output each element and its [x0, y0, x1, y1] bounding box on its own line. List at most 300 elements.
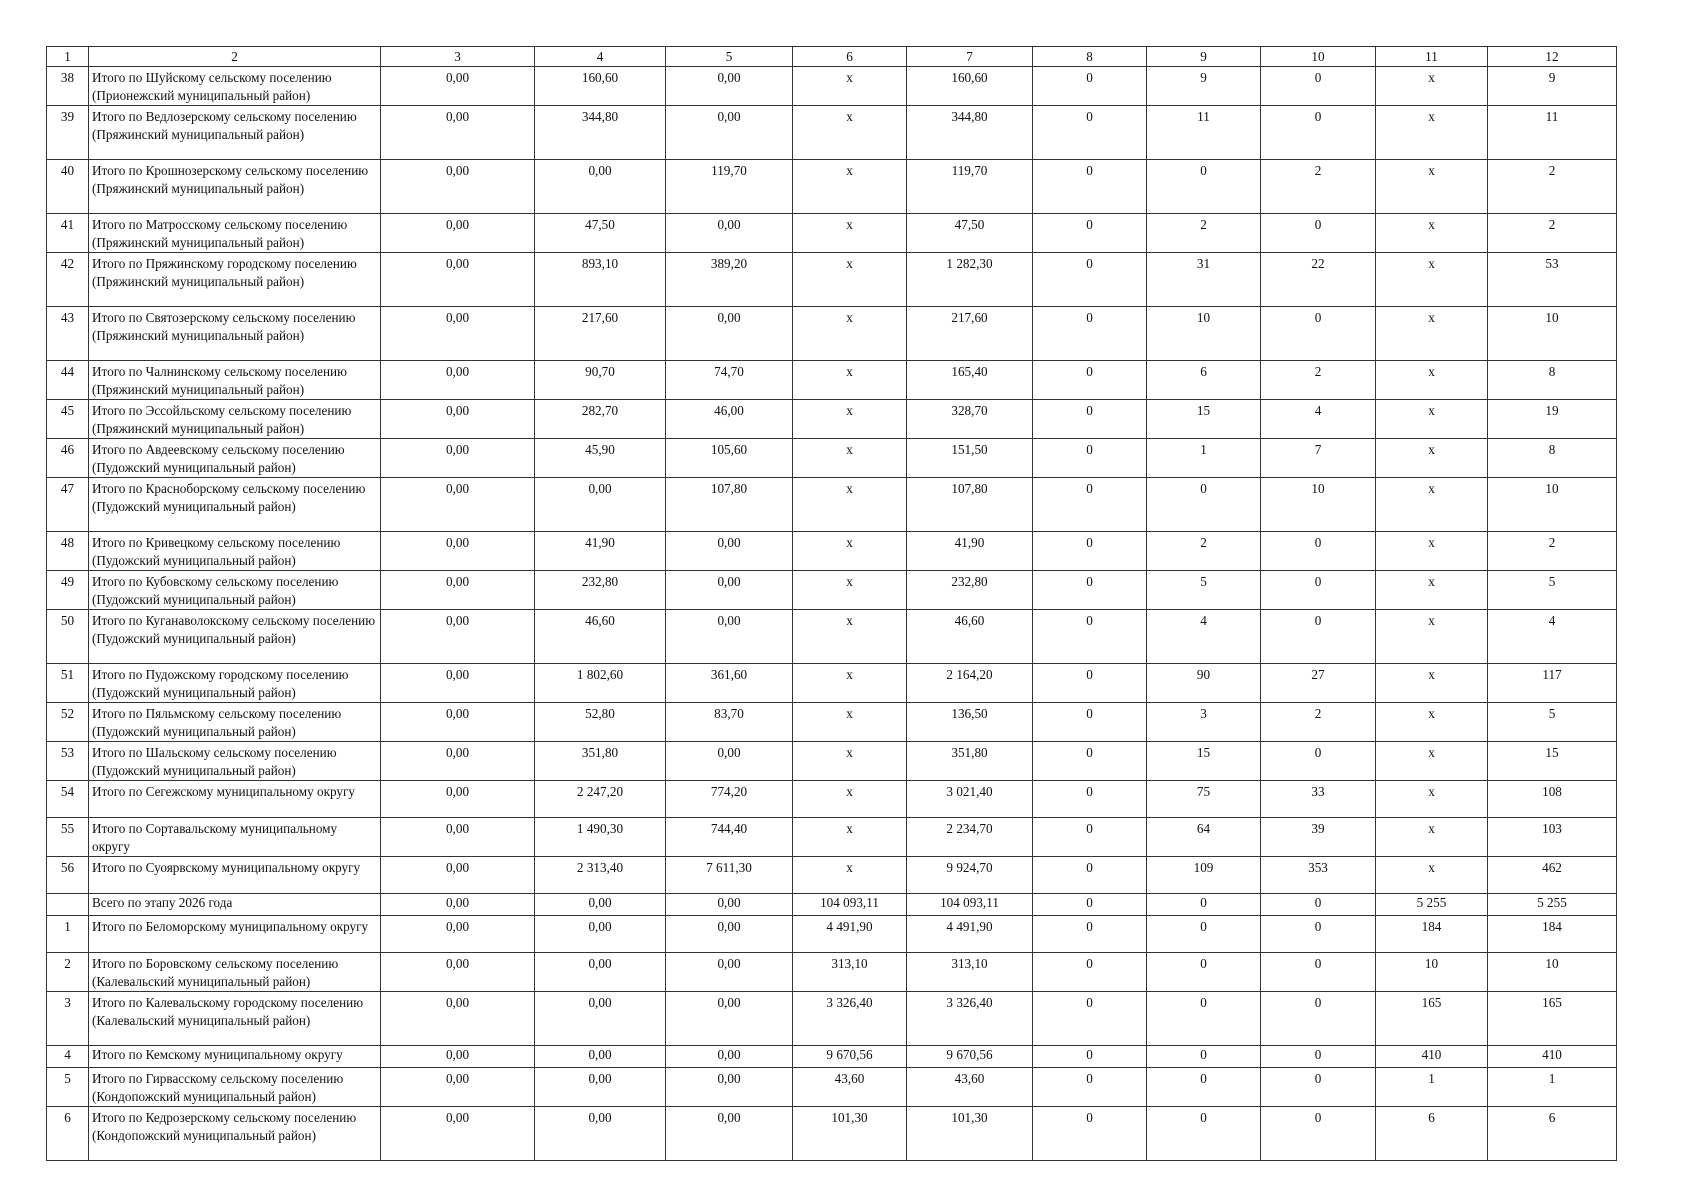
col-3-value: 0,00	[381, 400, 535, 439]
col-8-value: 0	[1033, 992, 1147, 1046]
col-4-value: 1 490,30	[535, 818, 666, 857]
col-9-value: 90	[1147, 664, 1261, 703]
col-7-value: 107,80	[907, 478, 1033, 532]
col-5-value: 83,70	[666, 703, 793, 742]
col-12-value: 103	[1488, 818, 1617, 857]
col-9-value: 5	[1147, 571, 1261, 610]
col-11-value: х	[1376, 571, 1488, 610]
col-12-value: 2	[1488, 532, 1617, 571]
col-5-value: 0,00	[666, 1107, 793, 1161]
col-6-value: х	[793, 664, 907, 703]
row-name: Итого по Кемскому муниципальному округу	[89, 1046, 381, 1068]
col-9-value: 0	[1147, 1107, 1261, 1161]
col-9-value: 0	[1147, 953, 1261, 992]
col-12-value: 10	[1488, 307, 1617, 361]
table-row	[47, 253, 1617, 307]
col-3-value: 0,00	[381, 916, 535, 953]
col-5-value: 0,00	[666, 571, 793, 610]
col-9-value: 9	[1147, 67, 1261, 106]
col-6-value: х	[793, 532, 907, 571]
col-10-value: 2	[1261, 361, 1376, 400]
col-8-value: 0	[1033, 742, 1147, 781]
col-5-value: 0,00	[666, 106, 793, 160]
col-9-value: 64	[1147, 818, 1261, 857]
col-6-value: 104 093,11	[793, 894, 907, 916]
col-10-value: 353	[1261, 857, 1376, 894]
col-5-value: 744,40	[666, 818, 793, 857]
col-12-value: 165	[1488, 992, 1617, 1046]
col-7-value: 104 093,11	[907, 894, 1033, 916]
col-8-value: 0	[1033, 478, 1147, 532]
col-6-value: х	[793, 307, 907, 361]
row-number: 52	[47, 703, 89, 742]
col-3-value: 0,00	[381, 106, 535, 160]
table-row	[47, 571, 1617, 610]
col-5-value: 107,80	[666, 478, 793, 532]
col-7-value: 3 326,40	[907, 992, 1033, 1046]
col-8-value: 0	[1033, 214, 1147, 253]
row-number: 48	[47, 532, 89, 571]
col-6-value: х	[793, 478, 907, 532]
col-8-value: 0	[1033, 253, 1147, 307]
col-11-value: 5 255	[1376, 894, 1488, 916]
col-9-value: 31	[1147, 253, 1261, 307]
table-row	[47, 818, 1617, 857]
column-header: 1	[47, 47, 89, 67]
col-3-value: 0,00	[381, 742, 535, 781]
col-10-value: 0	[1261, 106, 1376, 160]
row-number: 2	[47, 953, 89, 992]
col-8-value: 0	[1033, 1068, 1147, 1107]
table-row	[47, 781, 1617, 818]
col-9-value: 15	[1147, 742, 1261, 781]
row-number: 39	[47, 106, 89, 160]
row-name: Итого по Суоярвскому муниципальному округу	[89, 857, 381, 894]
col-4-value: 0,00	[535, 992, 666, 1046]
col-4-value: 41,90	[535, 532, 666, 571]
col-3-value: 0,00	[381, 361, 535, 400]
col-4-value: 0,00	[535, 1046, 666, 1068]
row-number: 51	[47, 664, 89, 703]
col-10-value: 0	[1261, 916, 1376, 953]
col-8-value: 0	[1033, 532, 1147, 571]
col-12-value: 462	[1488, 857, 1617, 894]
column-header: 6	[793, 47, 907, 67]
col-3-value: 0,00	[381, 160, 535, 214]
col-7-value: 2 234,70	[907, 818, 1033, 857]
col-3-value: 0,00	[381, 1107, 535, 1161]
col-10-value: 0	[1261, 610, 1376, 664]
row-name: Итого по Эссойльскому сельскому поселению (Пряжинский муниципальный район)	[89, 400, 381, 439]
row-number: 3	[47, 992, 89, 1046]
col-11-value: х	[1376, 439, 1488, 478]
table-body	[47, 67, 1617, 1161]
table-row	[47, 67, 1617, 106]
col-12-value: 2	[1488, 214, 1617, 253]
row-number: 56	[47, 857, 89, 894]
col-10-value: 39	[1261, 818, 1376, 857]
col-5-value: 0,00	[666, 916, 793, 953]
col-6-value: х	[793, 818, 907, 857]
col-9-value: 0	[1147, 1046, 1261, 1068]
col-4-value: 282,70	[535, 400, 666, 439]
col-5-value: 389,20	[666, 253, 793, 307]
col-6-value: 9 670,56	[793, 1046, 907, 1068]
document-page	[46, 46, 1616, 1161]
row-number: 40	[47, 160, 89, 214]
col-4-value: 0,00	[535, 478, 666, 532]
col-6-value: х	[793, 214, 907, 253]
col-3-value: 0,00	[381, 781, 535, 818]
col-8-value: 0	[1033, 1046, 1147, 1068]
row-number	[47, 894, 89, 916]
col-3-value: 0,00	[381, 532, 535, 571]
col-10-value: 0	[1261, 894, 1376, 916]
table-row	[47, 1068, 1617, 1107]
col-4-value: 45,90	[535, 439, 666, 478]
col-4-value: 0,00	[535, 1068, 666, 1107]
column-header: 2	[89, 47, 381, 67]
col-10-value: 27	[1261, 664, 1376, 703]
col-4-value: 52,80	[535, 703, 666, 742]
col-10-value: 4	[1261, 400, 1376, 439]
col-3-value: 0,00	[381, 703, 535, 742]
col-5-value: 105,60	[666, 439, 793, 478]
col-9-value: 2	[1147, 532, 1261, 571]
col-11-value: х	[1376, 532, 1488, 571]
col-3-value: 0,00	[381, 992, 535, 1046]
row-name: Итого по Авдеевскому сельскому поселению (Пудожский муниципальный район)	[89, 439, 381, 478]
row-name: Итого по Кривецкому сельскому поселению (Пудожский муниципальный район)	[89, 532, 381, 571]
col-4-value: 0,00	[535, 953, 666, 992]
col-12-value: 8	[1488, 361, 1617, 400]
col-5-value: 0,00	[666, 67, 793, 106]
table-row	[47, 1107, 1617, 1161]
data-table	[46, 46, 1617, 1161]
col-7-value: 165,40	[907, 361, 1033, 400]
col-7-value: 313,10	[907, 953, 1033, 992]
row-name: Итого по Кубовскому сельскому поселению (Пудожский муниципальный район)	[89, 571, 381, 610]
col-12-value: 10	[1488, 953, 1617, 992]
col-9-value: 11	[1147, 106, 1261, 160]
col-12-value: 5	[1488, 703, 1617, 742]
col-3-value: 0,00	[381, 307, 535, 361]
table-row	[47, 106, 1617, 160]
row-number: 5	[47, 1068, 89, 1107]
row-name: Итого по Святозерскому сельскому поселению (Пряжинский муниципальный район)	[89, 307, 381, 361]
col-10-value: 22	[1261, 253, 1376, 307]
col-9-value: 0	[1147, 992, 1261, 1046]
col-10-value: 0	[1261, 307, 1376, 361]
col-11-value: х	[1376, 253, 1488, 307]
col-10-value: 0	[1261, 214, 1376, 253]
col-11-value: х	[1376, 818, 1488, 857]
col-9-value: 75	[1147, 781, 1261, 818]
col-3-value: 0,00	[381, 1046, 535, 1068]
col-12-value: 9	[1488, 67, 1617, 106]
row-number: 45	[47, 400, 89, 439]
col-9-value: 6	[1147, 361, 1261, 400]
col-8-value: 0	[1033, 400, 1147, 439]
col-10-value: 10	[1261, 478, 1376, 532]
col-10-value: 7	[1261, 439, 1376, 478]
col-6-value: 101,30	[793, 1107, 907, 1161]
col-6-value: 3 326,40	[793, 992, 907, 1046]
col-11-value: 10	[1376, 953, 1488, 992]
col-5-value: 774,20	[666, 781, 793, 818]
col-7-value: 43,60	[907, 1068, 1033, 1107]
col-6-value: х	[793, 610, 907, 664]
row-number: 4	[47, 1046, 89, 1068]
col-10-value: 0	[1261, 1068, 1376, 1107]
col-10-value: 0	[1261, 953, 1376, 992]
col-9-value: 15	[1147, 400, 1261, 439]
col-4-value: 0,00	[535, 916, 666, 953]
col-3-value: 0,00	[381, 953, 535, 992]
col-4-value: 232,80	[535, 571, 666, 610]
col-12-value: 5	[1488, 571, 1617, 610]
row-name: Итого по Куганаволокскому сельскому поселению (Пудожский муниципальный район)	[89, 610, 381, 664]
row-number: 49	[47, 571, 89, 610]
col-7-value: 41,90	[907, 532, 1033, 571]
col-11-value: х	[1376, 781, 1488, 818]
col-10-value: 0	[1261, 532, 1376, 571]
col-11-value: 1	[1376, 1068, 1488, 1107]
row-name: Итого по Беломорскому муниципальному округу	[89, 916, 381, 953]
col-9-value: 4	[1147, 610, 1261, 664]
col-4-value: 893,10	[535, 253, 666, 307]
col-5-value: 74,70	[666, 361, 793, 400]
col-6-value: х	[793, 106, 907, 160]
col-11-value: х	[1376, 400, 1488, 439]
row-name: Итого по Калевальскому городскому поселению (Калевальский муниципальный район)	[89, 992, 381, 1046]
col-7-value: 4 491,90	[907, 916, 1033, 953]
col-9-value: 2	[1147, 214, 1261, 253]
column-header: 11	[1376, 47, 1488, 67]
row-number: 50	[47, 610, 89, 664]
col-4-value: 2 247,20	[535, 781, 666, 818]
col-9-value: 0	[1147, 894, 1261, 916]
col-12-value: 11	[1488, 106, 1617, 160]
col-7-value: 136,50	[907, 703, 1033, 742]
col-10-value: 0	[1261, 1107, 1376, 1161]
col-7-value: 3 021,40	[907, 781, 1033, 818]
header-row	[47, 47, 1617, 67]
col-9-value: 0	[1147, 478, 1261, 532]
col-9-value: 3	[1147, 703, 1261, 742]
col-5-value: 0,00	[666, 610, 793, 664]
row-number: 53	[47, 742, 89, 781]
col-6-value: х	[793, 439, 907, 478]
col-8-value: 0	[1033, 106, 1147, 160]
col-11-value: 165	[1376, 992, 1488, 1046]
col-11-value: х	[1376, 664, 1488, 703]
row-name: Итого по Красноборскому сельскому поселению (Пудожский муниципальный район)	[89, 478, 381, 532]
col-6-value: 4 491,90	[793, 916, 907, 953]
col-8-value: 0	[1033, 67, 1147, 106]
row-number: 41	[47, 214, 89, 253]
col-3-value: 0,00	[381, 818, 535, 857]
row-number: 46	[47, 439, 89, 478]
table-row	[47, 742, 1617, 781]
row-name: Итого по Крошнозерскому сельскому поселению (Пряжинский муниципальный район)	[89, 160, 381, 214]
col-3-value: 0,00	[381, 857, 535, 894]
col-11-value: х	[1376, 214, 1488, 253]
col-9-value: 0	[1147, 1068, 1261, 1107]
col-8-value: 0	[1033, 953, 1147, 992]
col-6-value: х	[793, 361, 907, 400]
col-12-value: 184	[1488, 916, 1617, 953]
row-number: 1	[47, 916, 89, 953]
table-row	[47, 214, 1617, 253]
row-name: Итого по Пудожскому городскому поселению (Пудожский муниципальный район)	[89, 664, 381, 703]
row-name: Итого по Гирвасскому сельскому поселению (Кондопожский муниципальный район)	[89, 1068, 381, 1107]
row-number: 55	[47, 818, 89, 857]
col-11-value: х	[1376, 610, 1488, 664]
col-10-value: 0	[1261, 571, 1376, 610]
col-7-value: 9 924,70	[907, 857, 1033, 894]
table-row	[47, 894, 1617, 916]
col-7-value: 232,80	[907, 571, 1033, 610]
table-row	[47, 916, 1617, 953]
col-7-value: 1 282,30	[907, 253, 1033, 307]
col-5-value: 0,00	[666, 953, 793, 992]
col-8-value: 0	[1033, 160, 1147, 214]
row-name: Итого по Шуйскому сельскому поселению (Прионежский муниципальный район)	[89, 67, 381, 106]
col-3-value: 0,00	[381, 664, 535, 703]
col-5-value: 0,00	[666, 532, 793, 571]
col-8-value: 0	[1033, 894, 1147, 916]
col-9-value: 109	[1147, 857, 1261, 894]
table-row	[47, 703, 1617, 742]
row-number: 43	[47, 307, 89, 361]
col-12-value: 6	[1488, 1107, 1617, 1161]
col-9-value: 0	[1147, 160, 1261, 214]
col-11-value: х	[1376, 106, 1488, 160]
col-6-value: х	[793, 571, 907, 610]
row-name: Итого по Чалнинскому сельскому поселению (Пряжинский муниципальный район)	[89, 361, 381, 400]
table-row	[47, 361, 1617, 400]
column-header: 4	[535, 47, 666, 67]
col-11-value: х	[1376, 361, 1488, 400]
col-4-value: 46,60	[535, 610, 666, 664]
row-number: 38	[47, 67, 89, 106]
col-4-value: 2 313,40	[535, 857, 666, 894]
row-name: Итого по Сегежскому муниципальному округу	[89, 781, 381, 818]
col-3-value: 0,00	[381, 894, 535, 916]
col-6-value: х	[793, 703, 907, 742]
col-3-value: 0,00	[381, 1068, 535, 1107]
col-11-value: х	[1376, 857, 1488, 894]
col-11-value: 184	[1376, 916, 1488, 953]
col-11-value: х	[1376, 307, 1488, 361]
column-header: 8	[1033, 47, 1147, 67]
col-11-value: х	[1376, 742, 1488, 781]
col-5-value: 0,00	[666, 214, 793, 253]
table-row	[47, 992, 1617, 1046]
row-name: Итого по Сортавальскому муниципальному округу	[89, 818, 381, 857]
col-8-value: 0	[1033, 664, 1147, 703]
col-4-value: 217,60	[535, 307, 666, 361]
col-5-value: 0,00	[666, 1046, 793, 1068]
col-7-value: 9 670,56	[907, 1046, 1033, 1068]
col-6-value: х	[793, 857, 907, 894]
col-10-value: 0	[1261, 742, 1376, 781]
col-5-value: 119,70	[666, 160, 793, 214]
table-row	[47, 953, 1617, 992]
col-6-value: х	[793, 253, 907, 307]
col-12-value: 1	[1488, 1068, 1617, 1107]
col-12-value: 410	[1488, 1046, 1617, 1068]
table-row	[47, 664, 1617, 703]
col-6-value: х	[793, 742, 907, 781]
row-name: Итого по Кедрозерскому сельскому поселению (Кондопожский муниципальный район)	[89, 1107, 381, 1161]
table-row	[47, 610, 1617, 664]
table-row	[47, 160, 1617, 214]
row-number: 44	[47, 361, 89, 400]
col-12-value: 19	[1488, 400, 1617, 439]
col-3-value: 0,00	[381, 478, 535, 532]
col-4-value: 0,00	[535, 160, 666, 214]
col-6-value: х	[793, 781, 907, 818]
col-8-value: 0	[1033, 916, 1147, 953]
col-12-value: 15	[1488, 742, 1617, 781]
col-11-value: х	[1376, 478, 1488, 532]
row-number: 6	[47, 1107, 89, 1161]
col-5-value: 0,00	[666, 992, 793, 1046]
col-7-value: 47,50	[907, 214, 1033, 253]
col-8-value: 0	[1033, 361, 1147, 400]
row-name: Итого по Матросскому сельскому поселению (Пряжинский муниципальный район)	[89, 214, 381, 253]
col-8-value: 0	[1033, 571, 1147, 610]
row-number: 47	[47, 478, 89, 532]
col-8-value: 0	[1033, 857, 1147, 894]
column-header: 3	[381, 47, 535, 67]
col-6-value: х	[793, 160, 907, 214]
col-7-value: 160,60	[907, 67, 1033, 106]
col-6-value: х	[793, 400, 907, 439]
column-header: 10	[1261, 47, 1376, 67]
col-8-value: 0	[1033, 439, 1147, 478]
col-12-value: 53	[1488, 253, 1617, 307]
col-6-value: 313,10	[793, 953, 907, 992]
col-12-value: 5 255	[1488, 894, 1617, 916]
col-12-value: 117	[1488, 664, 1617, 703]
col-9-value: 1	[1147, 439, 1261, 478]
col-4-value: 351,80	[535, 742, 666, 781]
col-10-value: 0	[1261, 1046, 1376, 1068]
col-8-value: 0	[1033, 781, 1147, 818]
col-5-value: 0,00	[666, 894, 793, 916]
col-7-value: 217,60	[907, 307, 1033, 361]
col-10-value: 0	[1261, 992, 1376, 1046]
table-row	[47, 439, 1617, 478]
col-11-value: х	[1376, 67, 1488, 106]
col-4-value: 160,60	[535, 67, 666, 106]
col-10-value: 2	[1261, 703, 1376, 742]
col-8-value: 0	[1033, 307, 1147, 361]
column-header: 5	[666, 47, 793, 67]
col-11-value: 410	[1376, 1046, 1488, 1068]
col-4-value: 0,00	[535, 894, 666, 916]
col-5-value: 0,00	[666, 307, 793, 361]
col-11-value: 6	[1376, 1107, 1488, 1161]
col-12-value: 2	[1488, 160, 1617, 214]
col-11-value: х	[1376, 160, 1488, 214]
col-8-value: 0	[1033, 703, 1147, 742]
col-3-value: 0,00	[381, 610, 535, 664]
table-row	[47, 532, 1617, 571]
